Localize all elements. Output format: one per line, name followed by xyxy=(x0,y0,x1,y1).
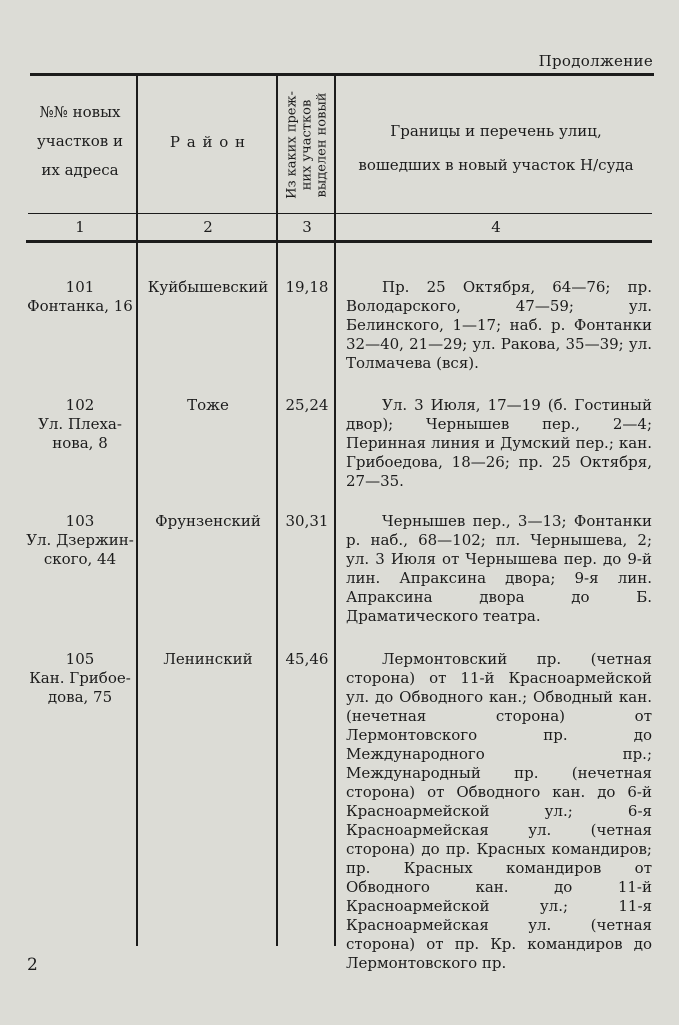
page-number: 2 xyxy=(27,955,38,975)
row-105-id: 105 Кан. Грибое- дова, 75 xyxy=(29,650,131,706)
row-102-district: Тоже xyxy=(187,396,229,414)
row-103-previous: 30,31 xyxy=(285,512,329,530)
header-sep-rule xyxy=(28,213,652,214)
row-105-previous: 45,46 xyxy=(285,650,329,668)
header-col2: Р а й о н xyxy=(169,133,247,151)
colnum-3: 3 xyxy=(302,218,312,236)
colnum-2: 2 xyxy=(203,218,213,236)
row-101-streets: Пр. 25 Октября, 64—76; пр. Володарского, 47—59; ул. Белинского, 1—17; наб. р. Фонтанки 32—40, 21—29; ул. Ракова, 35—39; ул. Толмачева (вся). xyxy=(346,278,652,372)
row-105-streets: Лермонтовский пр. (четная сторона) от 11-й Красноармейской ул. до Обводного кан.; Обводный кан. (нечетная сторона) от Лермонтовского пр. до Международного пр.; Международный пр. (нечетная сторона) от Обводного кан. до 6-й Красноармейской ул.; 6-я Красноармейская ул. (четная сторона) до пр. Красных командиров; пр. Красных командиров от Обводного кан. до 11-й Красноармейской ул.; 11-я Красноармейская ул. (четная сторона) от пр. Кр. командиров до Лермонтовского пр. xyxy=(346,650,652,972)
row-103-district: Фрунзенский xyxy=(155,512,261,530)
row-101-id: 101 Фонтанка, 16 xyxy=(27,278,133,315)
row-101-previous: 19,18 xyxy=(285,278,329,296)
header-col3: Из каких преж- них участков выделен новый xyxy=(284,91,330,199)
header-col4: Границы и перечень улиц, вошедших в новый участок Н/суда xyxy=(358,122,634,174)
top-rule xyxy=(30,73,654,76)
colnum-4: 4 xyxy=(491,218,501,236)
row-102-streets: Ул. 3 Июля, 17—19 (б. Гостиный двор); Чернышев пер., 2—4; Перинная линия и Думский пер.; кан. Грибоедова, 18—26; пр. 25 Октября, 27—35. xyxy=(346,396,652,490)
col-divider-1 xyxy=(136,76,138,946)
row-102-id: 102 Ул. Плеха- нова, 8 xyxy=(38,396,122,452)
colnum-1: 1 xyxy=(75,218,85,236)
row-101-district: Куйбышевский xyxy=(147,278,269,296)
row-105-district: Ленинский xyxy=(163,650,253,668)
row-102-previous: 25,24 xyxy=(285,396,329,414)
header-col1: №№ новых участков и их адреса xyxy=(36,103,123,179)
numbers-rule xyxy=(26,240,652,243)
row-103-streets: Чернышев пер., 3—13; Фонтанки р. наб., 68—102; пл. Чернышева, 2; ул. 3 Июля от Чернышева пер. до 9-й лин. Апраксина двора; 9-я лин. Апраксина двора до Б. Драматического театра. xyxy=(346,512,652,625)
row-103-id: 103 Ул. Дзержин- ского, 44 xyxy=(26,512,134,568)
continuation-label: Продолжение xyxy=(538,52,653,70)
